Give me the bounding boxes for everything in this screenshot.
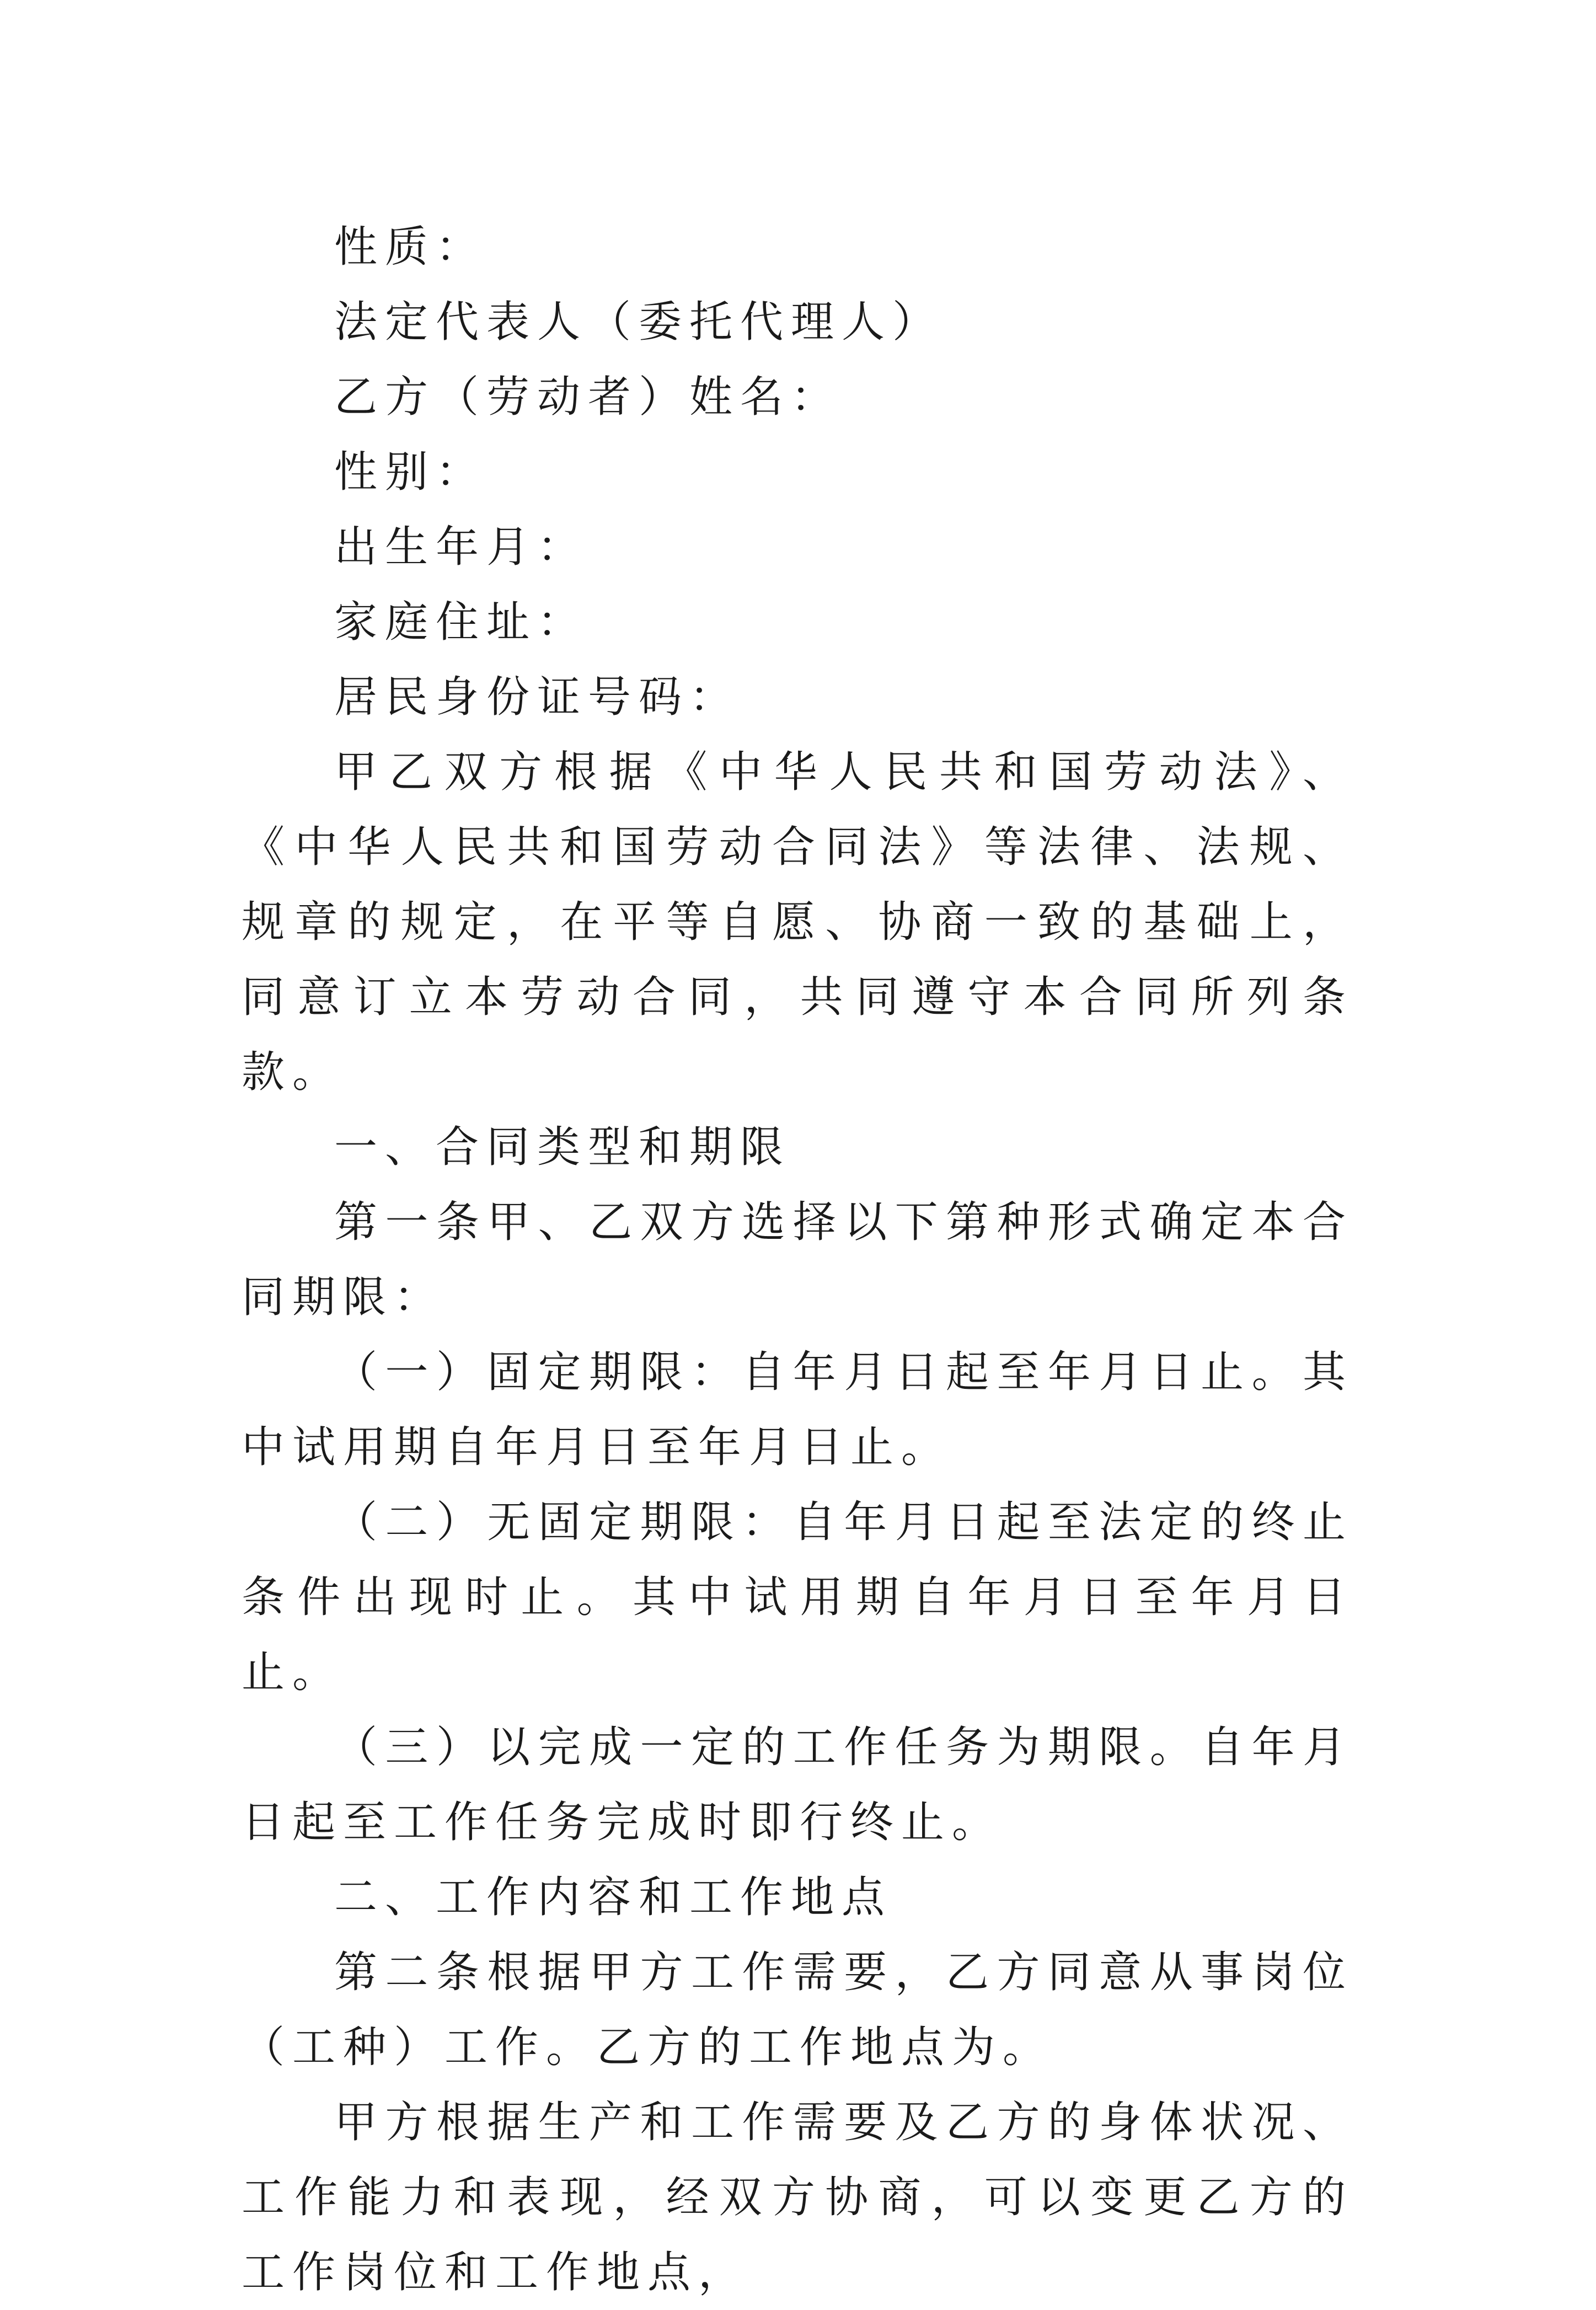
section-heading-work-content: 二、工作内容和工作地点	[334, 1873, 893, 1922]
field-home-address: 家庭住址：	[334, 597, 588, 647]
section-heading-contract-type: 一、合同类型和期限	[334, 1122, 791, 1172]
document-body	[242, 210, 1353, 2310]
field-legal-representative: 法定代表人（委托代理人）	[334, 297, 944, 347]
field-gender: 性别：	[334, 447, 487, 497]
field-nature: 性质：	[334, 222, 487, 272]
clause-task-term: （三）以完成一定的工作任务为期限。自年月日起至工作任务完成时即行终止。	[242, 1723, 1353, 1847]
field-birth-date: 出生年月：	[334, 522, 588, 572]
preamble-paragraph: 甲乙双方根据《中华人民共和国劳动法》、《中华人民共和国劳动合同法》等法律、法规、规章的规定，在平等自愿、协商一致的基础上，同意订立本劳动合同，共同遵守本合同所列条款。	[242, 747, 1353, 1097]
article-2: 第二条根据甲方工作需要，乙方同意从事岗位（工种）工作。乙方的工作地点为。	[242, 1948, 1353, 2072]
field-party-b-name: 乙方（劳动者）姓名：	[334, 372, 842, 422]
article-1: 第一条甲、乙双方选择以下第种形式确定本合同期限：	[242, 1197, 1353, 1322]
clause-open-term: （二）无固定期限：自年月日起至法定的终止条件出现时止。其中试用期自年月日至年月日止。	[242, 1498, 1353, 1697]
work-change-paragraph: 甲方根据生产和工作需要及乙方的身体状况、工作能力和表现，经双方协商，可以变更乙方的工作岗位和工作地点，	[242, 2098, 1353, 2297]
clause-fixed-term: （一）固定期限：自年月日起至年月日止。其中试用期自年月日至年月日止。	[242, 1348, 1353, 1472]
field-id-number: 居民身份证号码：	[334, 672, 741, 722]
